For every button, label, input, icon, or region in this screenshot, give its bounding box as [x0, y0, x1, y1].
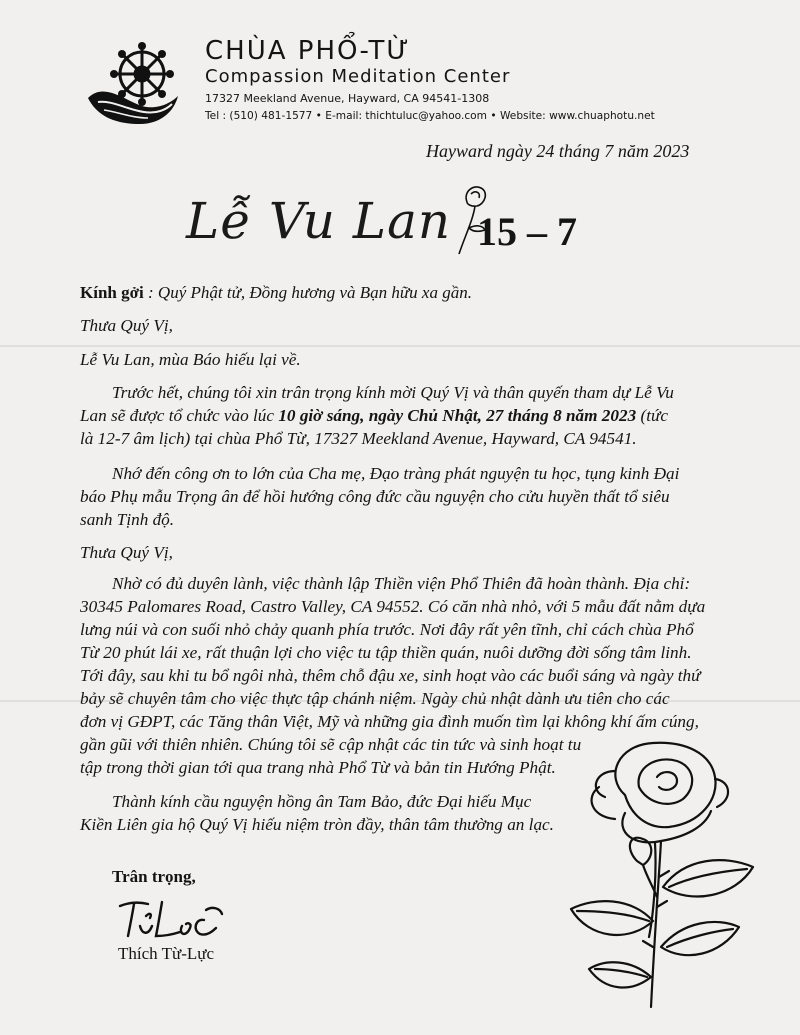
title-date: 15 – 7 [477, 209, 577, 254]
signer-name: Thích Từ-Lực [118, 944, 214, 963]
dharma-wheel-logo-icon [84, 40, 182, 130]
body-line: 30345 Palomares Road, Castro Valley, CA 94552. Có căn nhà nhỏ, với 5 mẫu đất nằm dựa [80, 597, 706, 616]
body-line: tập trong thời gian tới qua trang nhà Phổ Từ và bản tin Hướng Phật. [80, 758, 556, 777]
salutation-text: : Quý Phật tử, Đồng hương và Bạn hữu xa gần. [148, 283, 472, 302]
greeting-line: Thưa Quý Vị, [80, 543, 173, 562]
salutation-label: Kính gởi [80, 283, 144, 302]
event-datetime: 10 giờ sáng, ngày Chủ Nhật, 27 tháng 8 năm 2023 [278, 406, 637, 425]
greeting-line: Thưa Quý Vị, [80, 316, 173, 335]
body-line: Kiền Liên gia hộ Quý Vị hiếu niệm tròn đầy, thân tâm thường an lạc. [80, 815, 554, 834]
event-line-post: (tức [636, 406, 668, 425]
body-line: lưng núi và con suối nhỏ chảy quanh phía trước. Nơi đây rất yên tĩnh, chỉ cách chùa Phổ [80, 620, 694, 639]
body-line: gần gũi với thiên nhiên. Chúng tôi sẽ cập nhật các tin tức và sinh hoạt tu [80, 735, 582, 754]
body-line: Thành kính cầu nguyện hồng ân Tam Bảo, đức Đại hiếu Mục [112, 792, 532, 811]
closing: Trân trọng, [112, 867, 196, 886]
event-line-pre: Lan sẽ được tổ chức vào lúc [80, 406, 279, 425]
rose-illustration-icon [565, 737, 770, 1009]
event-line [80, 406, 668, 426]
body-line: Tới đây, sau khi tu bổ ngôi nhà, thêm chỗ đậu xe, sinh hoạt vào các buổi sáng và ngày thứ [80, 666, 701, 685]
handwritten-signature [116, 896, 226, 942]
body-line: là 12-7 âm lịch) tại chùa Phổ Từ, 17327 Meekland Avenue, Hayward, CA 94541. [80, 429, 637, 448]
date-line: Hayward ngày 24 tháng 7 năm 2023 [426, 141, 690, 161]
temple-name: CHÙA PHỔ-TỪ [205, 36, 411, 66]
salutation [80, 283, 472, 303]
body-line: Từ 20 phút lái xe, rất thuận lợi cho việc tu tập thiền quán, nuôi dưỡng đời sống tâm linh. [80, 643, 692, 662]
center-name: Compassion Meditation Center [205, 66, 511, 87]
body-line: Nhờ có đủ duyên lành, việc thành lập Thiền viện Phổ Thiên đã hoàn thành. Địa chỉ: [112, 574, 691, 593]
body-line: báo Phụ mẫu Trọng ân để hồi hướng công đức cầu nguyện cho cửu huyền thất tổ siêu [80, 487, 670, 506]
body-line: Nhớ đến công ơn to lớn của Cha mẹ, Đạo tràng phát nguyện tu học, tụng kinh Đại [112, 464, 680, 483]
body-line: đơn vị GĐPT, các Tăng thân Việt, Mỹ và những gia đình muốn tìm lại không khí ấm cúng, [80, 712, 699, 731]
temple-contact: Tel : (510) 481-1577 • E-mail: thichtuluc@yahoo.com • Website: www.chuaphotu.net [205, 110, 655, 122]
body-line: sanh Tịnh độ. [80, 510, 175, 529]
body-line: bảy sẽ chuyên tâm cho việc thực tập chánh niệm. Ngày chủ nhật dành ưu tiên cho các [80, 689, 670, 708]
body-line: Trước hết, chúng tôi xin trân trọng kính mời Quý Vị và thân quyến tham dự Lễ Vu [112, 383, 674, 402]
fold-line [0, 345, 800, 347]
title-script: Lễ Vu Lan [186, 192, 452, 250]
body-line: Lễ Vu Lan, mùa Báo hiếu lại về. [80, 350, 301, 369]
temple-address: 17327 Meekland Avenue, Hayward, CA 94541-1308 [205, 92, 490, 105]
